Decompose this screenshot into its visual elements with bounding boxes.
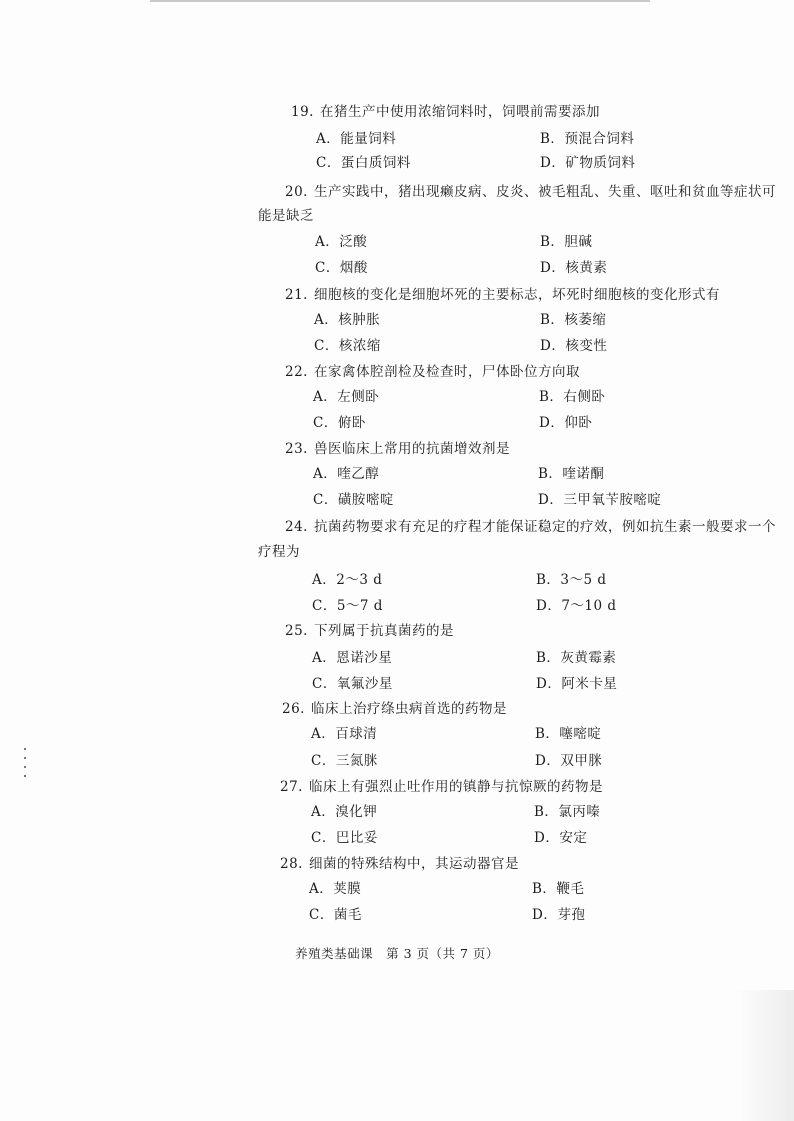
- question-number: 22.: [285, 364, 308, 380]
- answer-option: B．喹诺酮: [538, 466, 605, 482]
- question-number: 19.: [291, 104, 314, 120]
- question-text: 细菌的特殊结构中，其运动器官是: [308, 856, 519, 872]
- answer-option: A．溴化钾: [311, 804, 378, 820]
- answer-option: B．灰黄霉素: [536, 650, 617, 666]
- question-text: 在家禽体腔剖检及检查时，尸体卧位方向取: [313, 364, 580, 380]
- question-number: 26.: [282, 701, 305, 717]
- answer-option: D．双甲脒: [535, 753, 603, 769]
- question-text: 兽医临床上常用的抗菌增效剂是: [313, 441, 510, 457]
- question-text: 临床上有强烈止吐作用的镇静与抗惊厥的药物是: [308, 779, 603, 795]
- question-stem: [285, 283, 720, 303]
- question-stem: [285, 619, 454, 639]
- answer-option: A．左侧卧: [313, 389, 380, 405]
- scan-shadow: [734, 990, 794, 1121]
- answer-option: B．鞭毛: [532, 881, 585, 897]
- answer-option: C．烟酸: [315, 260, 368, 276]
- answer-option: B．右侧卧: [539, 389, 606, 405]
- page-footer: 养殖类基础课 第 3 页（共 7 页）: [295, 946, 499, 961]
- question-stem: [280, 852, 519, 872]
- question-text: 临床上治疗绦虫病首选的药物是: [310, 701, 507, 717]
- answer-option: C．菌毛: [309, 907, 362, 923]
- question-number: 24.: [285, 519, 308, 535]
- answer-option: A．喹乙醇: [313, 466, 380, 482]
- question-stem: [282, 697, 507, 717]
- question-text: 抗菌药物要求有充足的疗程才能保证稳定的疗效，例如抗生素一般要求一个: [313, 519, 776, 535]
- answer-option: D．仰卧: [539, 415, 593, 431]
- answer-option: B．预混合饲料: [540, 131, 635, 147]
- answer-option: D．三甲氧苄胺嘧啶: [538, 492, 662, 508]
- answer-option: C．巴比妥: [311, 830, 378, 846]
- question-number: 25.: [285, 623, 308, 639]
- question-stem: [280, 775, 603, 795]
- question-text-continued: 能是缺乏: [258, 208, 314, 224]
- question-number: 21.: [285, 287, 308, 303]
- answer-option: D．矿物质饲料: [540, 155, 636, 171]
- question-stem: [285, 180, 776, 200]
- answer-option: B．噻嘧啶: [535, 726, 602, 742]
- answer-option: C．磺胺嘧啶: [313, 492, 394, 508]
- answer-option: B．核萎缩: [540, 312, 607, 328]
- answer-option: C．5～7 d: [312, 598, 383, 614]
- question-number: 23.: [285, 441, 308, 457]
- binding-marks: [24, 748, 27, 784]
- answer-option: C．氧氟沙星: [312, 676, 393, 692]
- answer-option: A．百球清: [311, 726, 378, 742]
- answer-option: D．芽孢: [532, 907, 586, 923]
- answer-option: B．3～5 d: [536, 572, 607, 588]
- answer-option: A．泛酸: [315, 234, 368, 250]
- answer-option: A．核肿胀: [314, 312, 381, 328]
- answer-option: D．阿米卡星: [536, 676, 618, 692]
- question-text: 下列属于抗真菌药的是: [313, 623, 454, 639]
- answer-option: B．胆碱: [540, 234, 593, 250]
- answer-option: B．氯丙嗪: [534, 804, 601, 820]
- answer-option: D．安定: [534, 830, 588, 846]
- question-stem: [285, 515, 776, 535]
- question-number: 20.: [285, 184, 308, 200]
- scan-edge-line: [150, 0, 650, 2]
- question-stem: [285, 437, 510, 457]
- answer-option: A．2～3 d: [312, 572, 383, 588]
- answer-option: D．核黄素: [540, 260, 608, 276]
- question-text: 细胞核的变化是细胞坏死的主要标志，坏死时细胞核的变化形式有: [313, 287, 720, 303]
- question-text-continued: 疗程为: [258, 544, 300, 560]
- answer-option: A．荚膜: [309, 881, 362, 897]
- question-stem: [285, 360, 580, 380]
- question-text: 生产实践中，猪出现癞皮病、皮炎、被毛粗乱、失重、呕吐和贫血等症状可: [313, 184, 776, 200]
- answer-option: C．核浓缩: [314, 338, 381, 354]
- question-text: 在猪生产中使用浓缩饲料时，饲喂前需要添加: [319, 104, 600, 120]
- answer-option: A．恩诺沙星: [312, 650, 393, 666]
- answer-option: C．蛋白质饲料: [316, 155, 411, 171]
- question-stem: [291, 100, 600, 120]
- answer-option: A．能量饲料: [316, 131, 397, 147]
- answer-option: C．俯卧: [313, 415, 366, 431]
- question-number: 28.: [280, 856, 303, 872]
- question-number: 27.: [280, 779, 303, 795]
- answer-option: D．核变性: [540, 338, 608, 354]
- answer-option: D．7～10 d: [536, 598, 617, 614]
- answer-option: C．三氮脒: [311, 753, 378, 769]
